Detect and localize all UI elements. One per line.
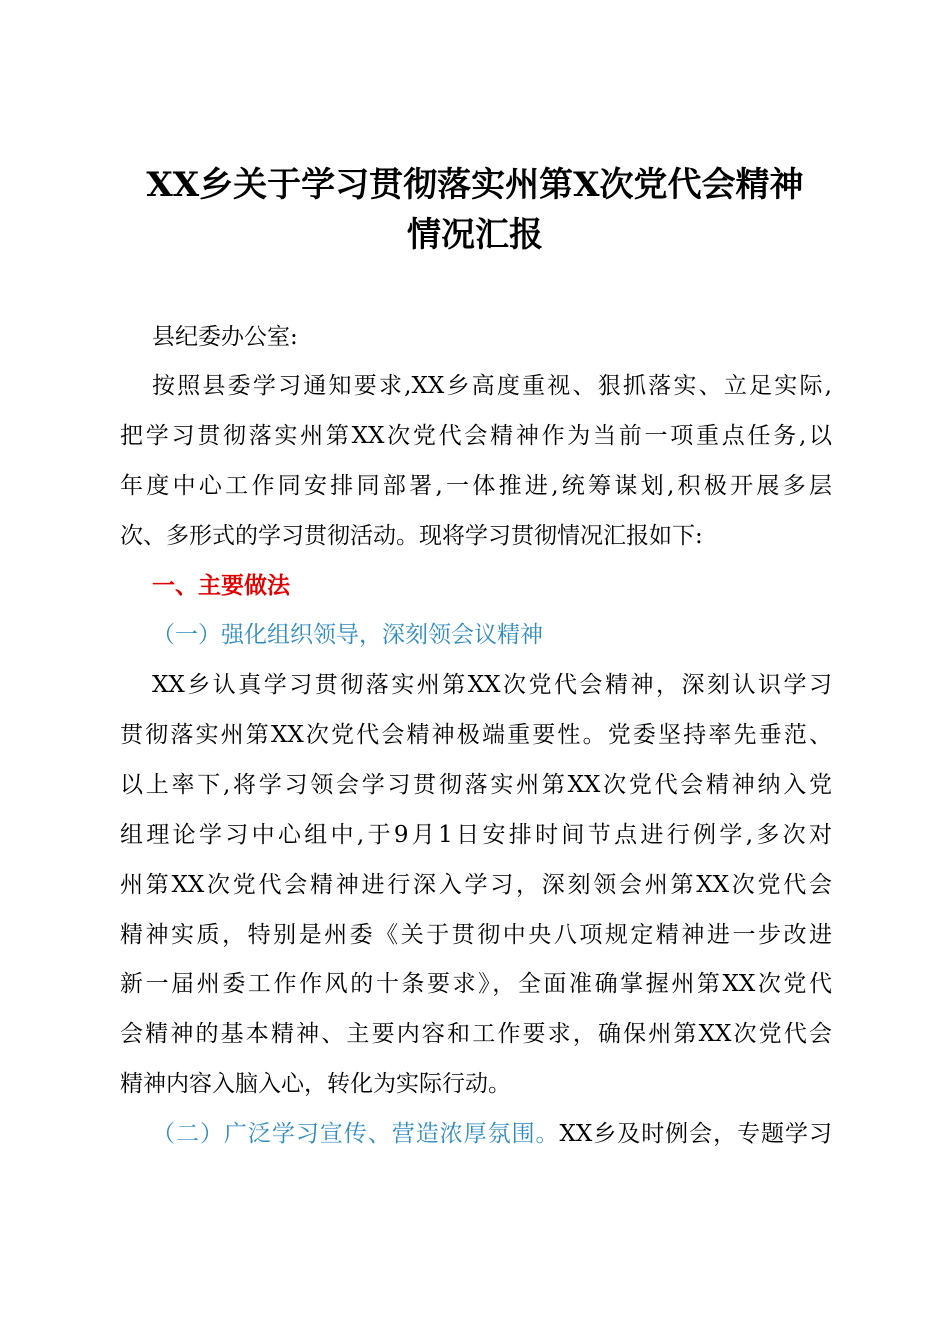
subsection-heading-1: （一）强化组织领导，深刻领会议精神 bbox=[152, 622, 543, 648]
body-line: 以上率下,将学习领会学习贯彻落实州第XX次党代会精神纳入党 bbox=[120, 772, 832, 798]
body-line: 会精神的基本精神、主要内容和工作要求，确保州第XX次党代会 bbox=[120, 1021, 832, 1047]
body-line: 贯彻落实州第XX次党代会精神极端重要性。党委坚持率先垂范、 bbox=[120, 722, 832, 748]
intro-line: 按照县委学习通知要求,XX乡高度重视、狠抓落实、立足实际, bbox=[152, 373, 832, 399]
intro-line: 把学习贯彻落实州第XX次党代会精神作为当前一项重点任务,以 bbox=[120, 423, 832, 449]
body-line: 新一届州委工作作风的十条要求》，全面准确掌握州第XX次党代 bbox=[120, 971, 832, 997]
section-heading-main-practices: 一、主要做法 bbox=[152, 573, 290, 599]
body-text: XX乡及时例会，专题学习 bbox=[559, 1121, 833, 1147]
subsection-2-first-line bbox=[152, 1119, 832, 1149]
intro-line: 年度中心工作同安排同部署,一体推进,统筹谋划,积极开展多层 bbox=[120, 473, 832, 499]
body-line: 州第XX次党代会精神进行深入学习，深刻领会州第XX次党代会 bbox=[120, 872, 832, 898]
salutation: 县纪委办公室: bbox=[152, 324, 298, 350]
body-line: 精神内容入脑入心，转化为实际行动。 bbox=[120, 1071, 511, 1097]
document-title-line-1: XX乡关于学习贯彻落实州第X次党代会精神 bbox=[146, 165, 804, 205]
body-line: XX乡认真学习贯彻落实州第XX次党代会精神，深刻认识学习 bbox=[152, 672, 832, 698]
body-line: 组理论学习中心组中,于9月1日安排时间节点进行例学,多次对 bbox=[120, 822, 832, 848]
body-line: 精神实质，特别是州委《关于贯彻中央八项规定精神进一步改进 bbox=[120, 922, 832, 948]
intro-line: 次、多形式的学习贯彻活动。现将学习贯彻情况汇报如下: bbox=[120, 523, 703, 549]
subsection-heading-2: （二）广泛学习宣传、营造浓厚氛围。 bbox=[152, 1121, 560, 1147]
document-title-line-2: 情况汇报 bbox=[407, 215, 543, 255]
